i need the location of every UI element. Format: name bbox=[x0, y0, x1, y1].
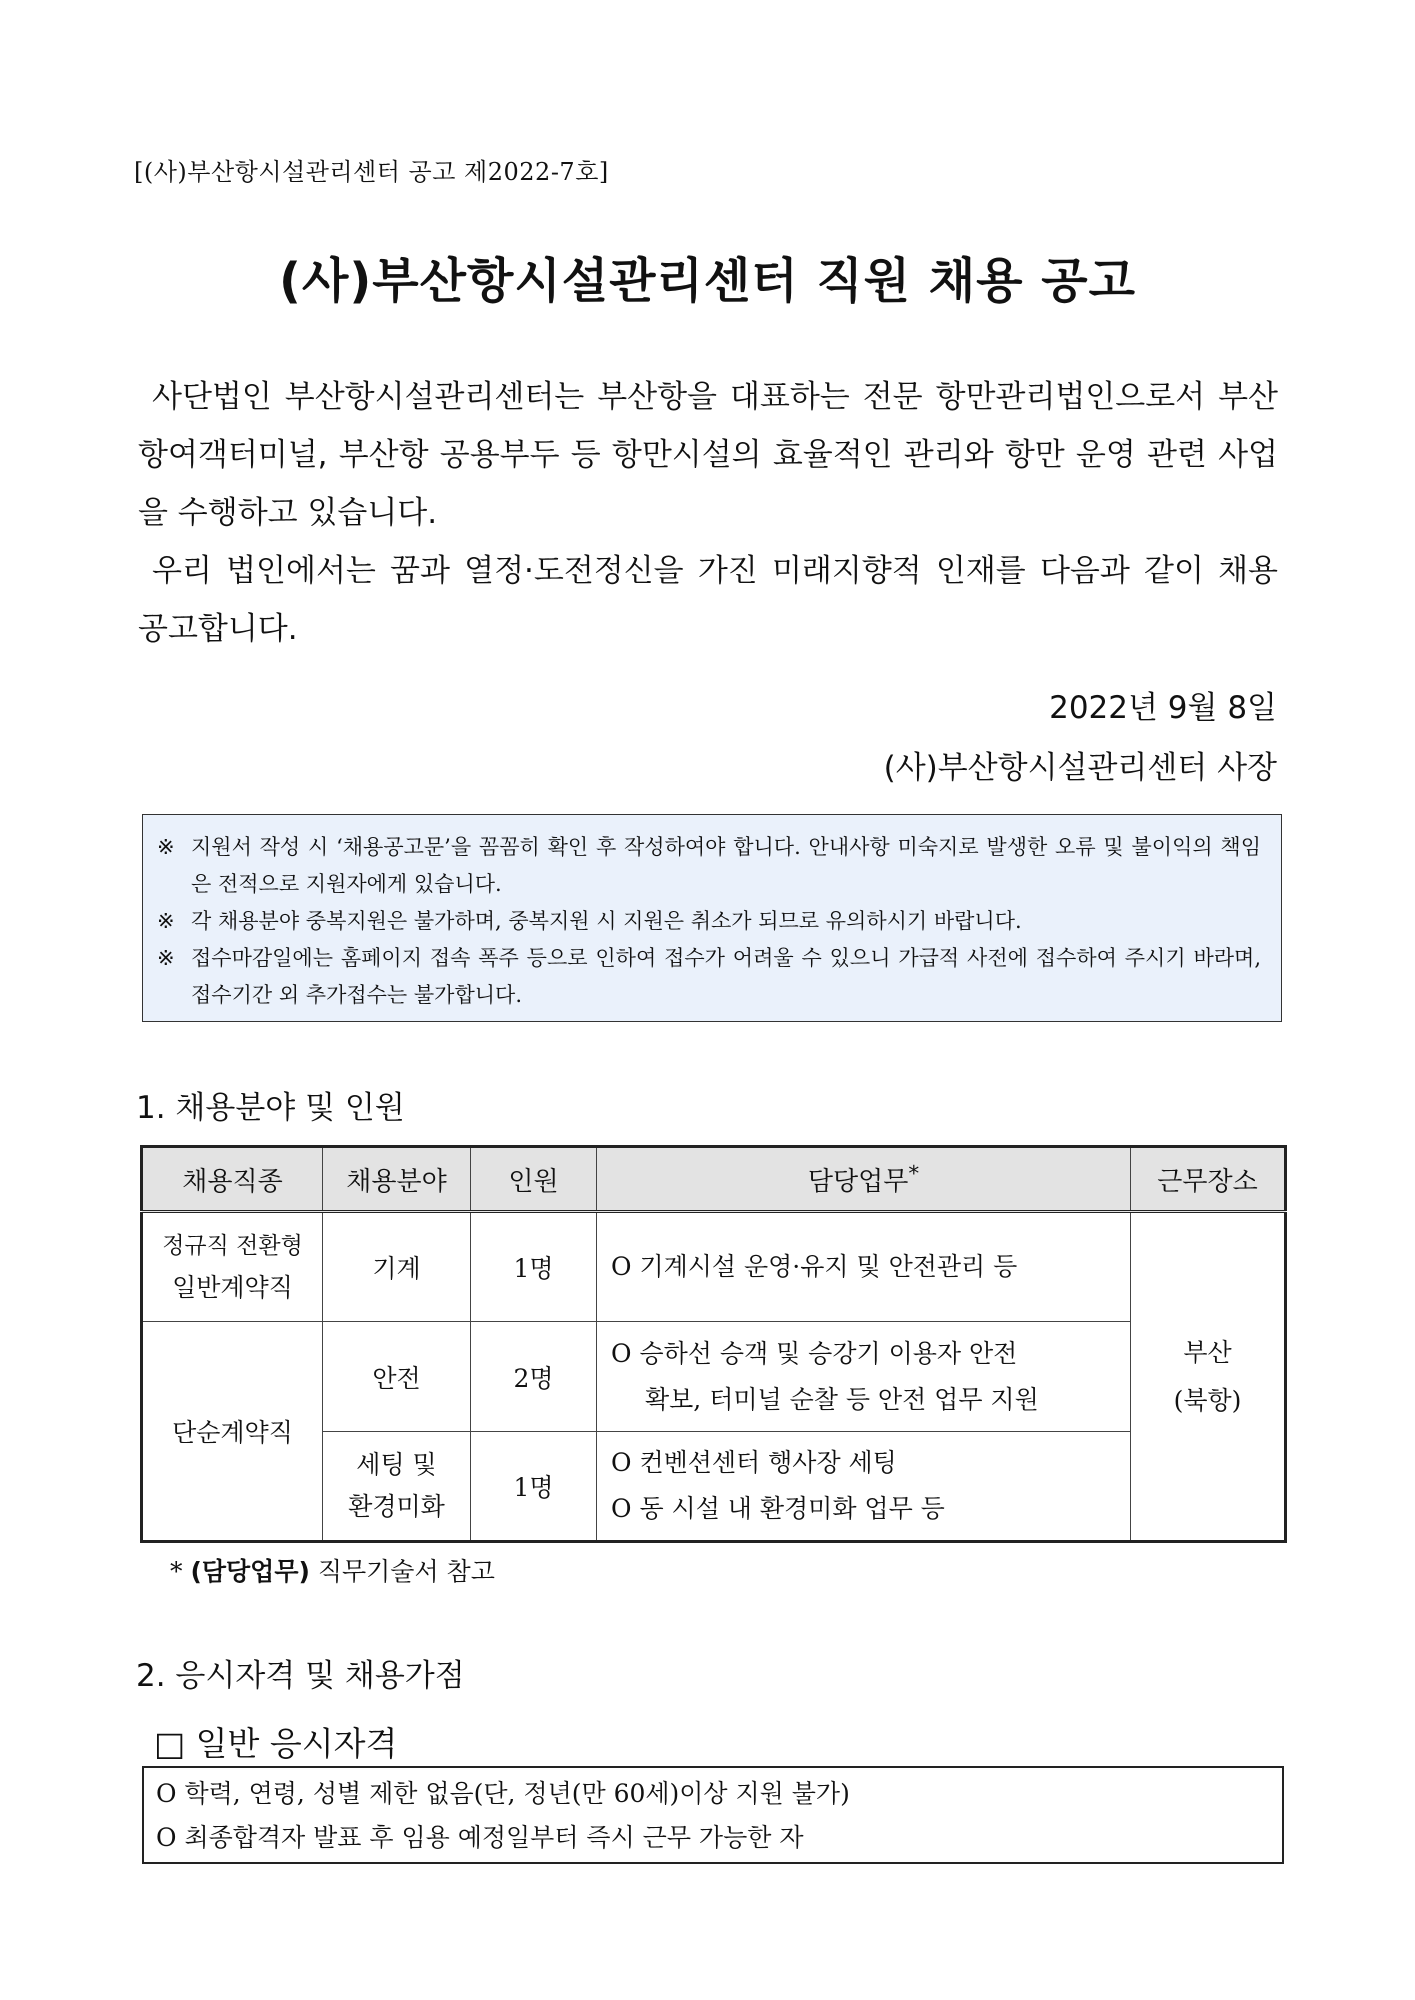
intro-text bbox=[138, 368, 1278, 658]
cell-field: 안전 bbox=[323, 1322, 471, 1432]
header-count: 인원 bbox=[471, 1147, 597, 1212]
cell-duty bbox=[597, 1432, 1131, 1542]
table-footnote bbox=[170, 1552, 495, 1588]
field-line: 세팅 및 bbox=[356, 1450, 437, 1479]
type-line: 일반계약직 bbox=[172, 1273, 293, 1302]
location-line: (북항) bbox=[1173, 1385, 1242, 1415]
issuer-name: (사)부산항시설관리센터 사장 bbox=[883, 750, 1277, 786]
notice-text: 각 채용분야 중복지원은 불가하며, 중복지원 시 지원은 취소가 되므로 유의하시기 바랍니다. bbox=[191, 909, 1022, 933]
cell-count: 1명 bbox=[471, 1212, 597, 1322]
header-duty bbox=[597, 1147, 1131, 1212]
duty-line: O 동 시설 내 환경미화 업무 등 bbox=[611, 1494, 945, 1523]
cell-type bbox=[142, 1212, 323, 1322]
duty-line: O 승하선 승객 및 승강기 이용자 안전 bbox=[611, 1338, 1018, 1368]
type-line: 정규직 전환형 bbox=[162, 1233, 303, 1259]
cell-duty bbox=[597, 1212, 1131, 1322]
header-location: 근무장소 bbox=[1131, 1147, 1286, 1212]
cell-location bbox=[1131, 1212, 1286, 1542]
duty-line: O 컨벤션센터 행사장 세팅 bbox=[611, 1448, 897, 1477]
cell-count: 2명 bbox=[471, 1322, 597, 1432]
notice-box bbox=[142, 814, 1282, 1022]
notice-mark: ※ bbox=[157, 909, 175, 933]
table-row bbox=[142, 1322, 1286, 1432]
cell-field bbox=[323, 1432, 471, 1542]
page-title: (사)부산항시설관리센터 직원 채용 공고 bbox=[279, 253, 1136, 309]
table-row bbox=[142, 1212, 1286, 1322]
document-number: [(사)부산항시설관리센터 공고 제2022-7호] bbox=[134, 158, 609, 186]
notice-text: 접수마감일에는 홈페이지 접속 폭주 등으로 인하여 접수가 어려울 수 있으니 가급적 사전에 접수하여 주시기 바라며, 접수기간 외 추가접수는 불가합니다. bbox=[191, 946, 1261, 1007]
duty-line: O 기계시설 운영·유지 및 안전관리 등 bbox=[611, 1252, 1018, 1281]
notice-item bbox=[157, 903, 1261, 940]
cell-type: 단순계약직 bbox=[142, 1322, 323, 1542]
footnote-bold: (담당업무) bbox=[190, 1557, 310, 1586]
notice-item bbox=[157, 829, 1261, 903]
cell-field: 기계 bbox=[323, 1212, 471, 1322]
qualification-item: O 최종합격자 발표 후 임용 예정일부터 즉시 근무 가능한 자 bbox=[156, 1823, 804, 1852]
cell-count: 1명 bbox=[471, 1432, 597, 1542]
notice-mark: ※ bbox=[157, 835, 175, 859]
footnote-mark: * bbox=[170, 1557, 183, 1586]
recruitment-table bbox=[140, 1145, 1287, 1543]
qualification-item: O 학력, 연령, 성별 제한 없음(단, 정년(만 60세)이상 지원 불가) bbox=[156, 1779, 850, 1808]
section-1-heading: 1. 채용분야 및 인원 bbox=[136, 1090, 405, 1126]
cell-duty bbox=[597, 1322, 1131, 1432]
duty-line: 확보, 터미널 순찰 등 안전 업무 지원 bbox=[645, 1384, 1039, 1414]
header-duty-mark: * bbox=[908, 1160, 920, 1186]
field-line: 환경미화 bbox=[348, 1492, 445, 1521]
announcement-date: 2022년 9월 8일 bbox=[1049, 690, 1277, 726]
notice-mark: ※ bbox=[157, 946, 175, 970]
section-2-heading: 2. 응시자격 및 채용가점 bbox=[136, 1658, 465, 1694]
header-field: 채용분야 bbox=[323, 1147, 471, 1212]
notice-text: 지원서 작성 시 ‘채용공고문’을 꼼꼼히 확인 후 작성하여야 합니다. 안내사항 미숙지로 발생한 오류 및 불이익의 책임은 전적으로 지원자에게 있습니다. bbox=[191, 835, 1261, 896]
intro-paragraph-2: 우리 법인에서는 꿈과 열정·도전정신을 가진 미래지향적 인재를 다음과 같이 채용 공고합니다. bbox=[138, 553, 1278, 647]
header-type: 채용직종 bbox=[142, 1147, 323, 1212]
footnote-text: 직무기술서 참고 bbox=[317, 1557, 495, 1586]
header-duty-label: 담당업무 bbox=[807, 1166, 909, 1197]
table-header-row bbox=[142, 1147, 1286, 1212]
general-qualification-heading: □ 일반 응시자격 bbox=[154, 1724, 398, 1763]
qualification-box bbox=[142, 1766, 1284, 1864]
intro-paragraph-1: 사단법인 부산항시설관리센터는 부산항을 대표하는 전문 항만관리법인으로서 부산항여객터미널, 부산항 공용부두 등 항만시설의 효율적인 관리와 항만 운영 관련 사업을 수행하고 있습니다. bbox=[138, 379, 1278, 531]
notice-item bbox=[157, 940, 1261, 1014]
location-line: 부산 bbox=[1183, 1337, 1232, 1367]
